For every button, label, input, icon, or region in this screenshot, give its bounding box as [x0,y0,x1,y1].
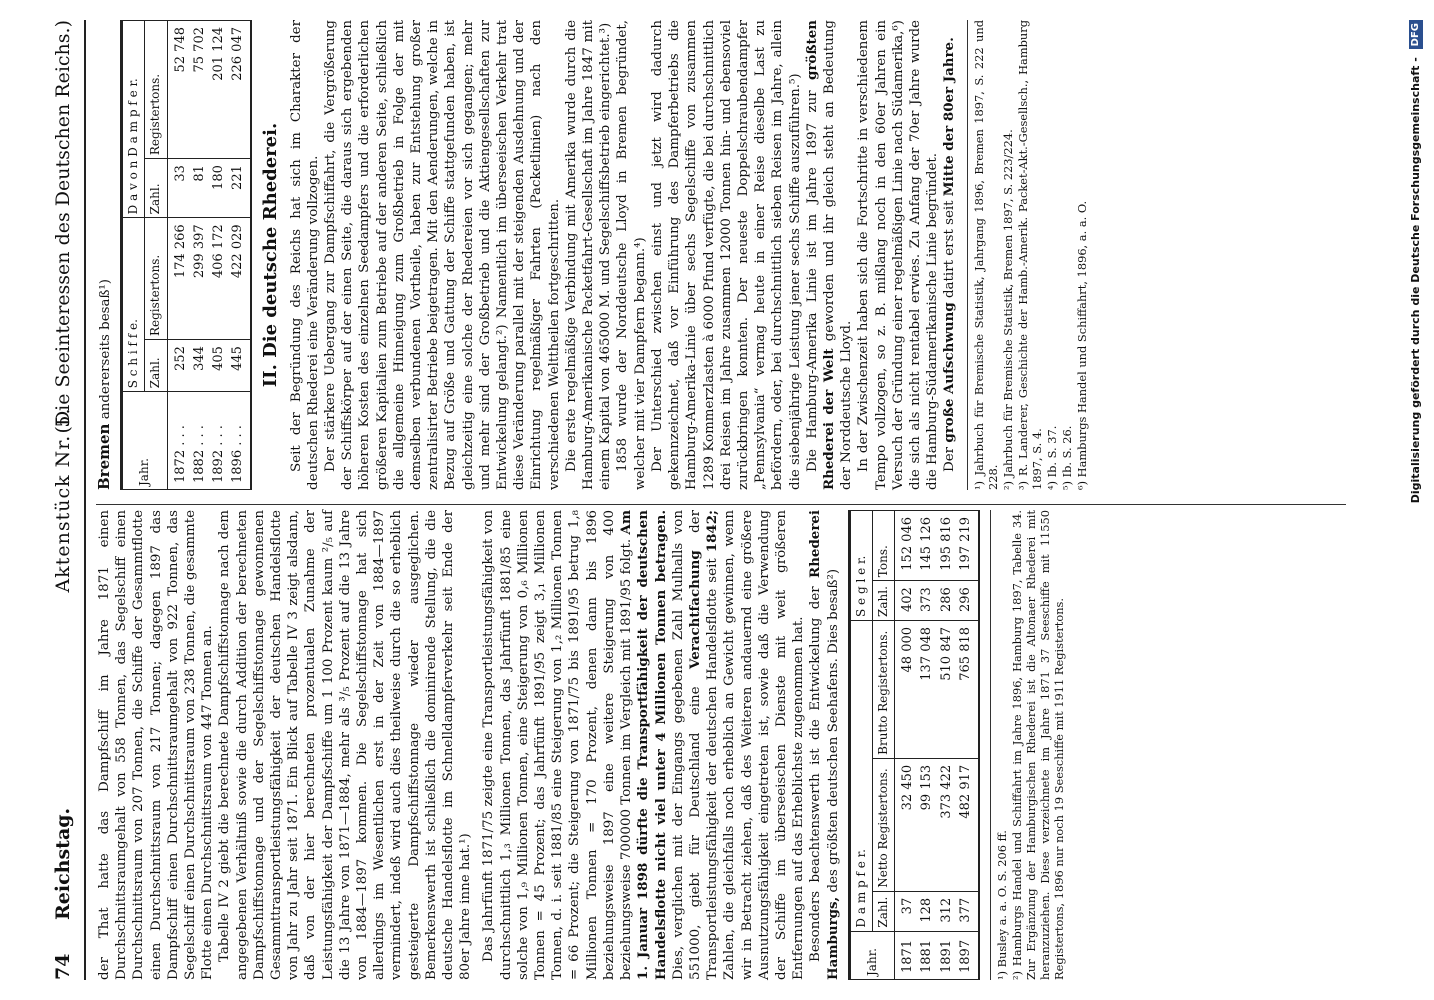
footnote: ³) R. Landerer, Geschichte der Hamb.-Amerik. Packet-Akt.-Gesellsch., Hamburg 1897, S. 4. [1015,20,1044,490]
table-row [917,511,936,980]
cell-year: 1891 [937,931,956,979]
footnote: ⁵) Ib. S. 26. [1059,425,1074,490]
emphasis-text: Verachtfachung [686,550,703,669]
text-run: Das Jahrfünft 1871/75 zeigte eine Transportleistungsfähigkeit von durchschnittlich 1,₃ Millionen Tonnen, das Jahrfünft 1881/85 eine solche von 1,₉ Millionen Tonnen, eine Steigerung von 0,₆ Millionen Tonnen = 45 Prozent; das Jahrfünft 1891/95 zeigt 3,₁ Millionen Tonnen, d. i. seit 1881/85 eine Steigerung von 1,₂ Millionen Tonnen = 66 Prozent; die Steigerung von 1871/75 bis 1891/95 betrug 1,₈ Millionen Tonnen = 170 Prozent, denen dann bis 1896 beziehungsweise 1897 eine weitere Steigerung von 400 beziehungsweise 700000 Tonnen im Vergleich mit 1891/95 folgt. [481,510,635,980]
paragraph [804,20,856,490]
cell: 373 422 [937,758,956,891]
text-run: Besonders beachtenswerth ist die Entwickelung der [808,586,824,962]
digitization-note [1404,20,1428,980]
table-row [167,21,190,490]
paragraph [941,20,958,490]
dfg-logo: DFG [1409,20,1423,49]
digitization-text: Digitalisierung gefördert durch die Deutsche Forschungsgemeinschaft - [1409,57,1422,504]
cell: 81 [190,159,209,218]
emphasis-text: Rhederei Hamburgs, [807,510,841,980]
header-rule [84,20,86,980]
table-row [956,511,979,980]
footnote: ⁴) Ib. S. 37. [1044,425,1059,490]
paragraph: Seit der Begründung des Reichs hat sich im Charakter der deutschen Rhederei eine Veränderung vollzogen. [288,20,321,490]
section-title: II. Die deutsche Rhederei. [260,122,282,388]
footnote: ¹) Busley a. a. O. S. 206 ff. [994,830,1009,980]
cell-year: 1897 [956,931,979,979]
col-header-count: Zahl. [145,159,167,218]
text-run: datirt erst seit [942,200,958,299]
text-run: andererseits besaß¹) [98,278,113,420]
paragraph: Tabelle IV 2 giebt die berechnete Dampfschiffstonnage nach dem angegebenen Verhältniß sowie die durch Addition der berechneten Dampfschiffstonnage und der Segelschiffstonnage gewonnenen Gesammttransportleistungsfähigkeit der deutschen Handelsflotte von Jahr zu Jahr seit 1871. Ein Blick auf Tabelle IV 3 zeigt alsdann, daß von der hier berechneten prozentualen Zunahme der Leistungsfähigkeit der Dampfschiffe um 1 100 Prozent kaum ²/₅ auf die 13 Jahre von 1871—1884, mehr als ³/₅ Prozent auf die 13 Jahre von 1884—1897 kommen. Die Segelschiffstonnage hat sich allerdings im Wesentlichen erst in der Zeit von 1884—1897 vermindert, indeß wird auch dies theilweise durch die so erheblich gesteigerte Dampfschiffstonnage wieder ausgeglichen. Bemerkenswerth ist schließlich die dominirende Stellung, die die deutsche Handelsflotte im Schnelldampferverkehr seit Ende der 80er Jahre inne hat.¹) [217,510,474,980]
cell: 405 [209,340,228,392]
cell: 226 047 [228,21,251,159]
cell-year: 1882 . . . [190,392,209,490]
text-run: Die Hamburg-Amerika Linie ist im Jahre 1897 zur [804,90,820,472]
cell-year: 1871 [895,931,918,979]
paragraph: Der stärkere Uebergang zur Dampfschiffahrt, die Vergrößerung der Schiffskörper auf der einen Seite, die daraus sich ergebenden höheren Kosten des einzelnen Seedampfers und die erforderlichen größeren Kapitalien zum Betriebe auf der anderen Seite, schließlich die allgemeine Hinneigung zum Großbetrieb in Folge der mit demselben verbundenen Vortheile, haben zur Entstehung großer zentralisirter Betriebe beigetragen. Mit den Aenderungen, welche in Bezug auf Größe und Gattung der Schiffe stattgefunden haben, ist gleichzeitig eine solche der Rhedereien vor sich gegangen; mehr und mehr sind der Großbetrieb und die Aktiengesellschaften zur Entwickelung gelangt.²) Namentlich im überseeischen Verkehr trat diese Veränderung parallel mit der steigenden Ausdehnung und der Einrichtung regelmäßiger Fahrten (Packetlinien) nach den verschiedenen Welttheilen fortgeschritten. [323,20,562,490]
footnote: ²) Hamburgs Handel und Schiffahrt im Jahre 1896, Hamburg 1897, Tabelle 34. Zur Ergänzung der Hamburgischen Rhederei ist die Altonaer Rhederei mit heranzuziehen. Diese verzeichnete im Jahre 1871 37 Seeschiffe mit 11550 Registertons, 1896 nur noch 19 Seeschiffe mit 1911 Registertons. [1009,510,1066,980]
col-header-reg: Registertons. [145,21,167,159]
cell: 52 748 [167,21,190,159]
cell: 344 [190,340,209,392]
text-run: geworden und ihr gleich steht an Bedeutung der Norddeutsche Lloyd. [821,20,855,490]
table-row [937,511,956,980]
col-header-year: Jahr. [849,931,894,979]
col-header-count: Zahl. [145,340,167,392]
cell: 48 000 [895,620,918,758]
column-right [96,20,1090,490]
group-header-steam: D a m p f e r. [849,620,872,931]
cell-year: 1892 . . . [209,392,228,490]
cell: 180 [209,159,228,218]
footnote: ²) Jahrbuch für Bremische Statistik, Bremen 1897, S. 223/224. [1000,129,1015,490]
col-header-year: Jahr. [122,392,167,490]
paragraph [480,510,807,980]
header-left: Reichstag. [52,807,74,920]
cell: 286 [937,581,956,621]
cell: 373 [917,581,936,621]
page-number: 74 [52,953,74,980]
cell: 445 [228,340,251,392]
footnotes-left [990,510,1066,980]
paragraph [807,510,841,980]
emphasis-text: Mitte der 80er Jahre. [941,37,958,197]
table-row [895,511,918,980]
col-header-reg: Registertons. [145,218,167,340]
cell-year: 1881 [917,931,936,979]
text-run: des größten deutschen Seehafens. Dies besaß²) [825,568,841,893]
cell: 195 816 [937,511,956,581]
col-header-tons: Tons. [872,511,894,581]
footnotes-right [967,20,1089,490]
paragraph: Der Unterschied zwischen einst und jetzt wird dadurch gekennzeichnet, daß vor Einführung des Dampferbetriebs die Hamburg-Amerika-Linie über sechs Segelschiffe von zusammen 1289 Kommerzlasten à 6000 Pfund verfügte, die bei durchschnittlich drei Reisen im Jahre zusammen 12000 Tonnen hin- und ebensoviel zurückbringen konnten. Der neueste Doppelschraubendampfer „Pennsylvania“ vermag heute in einer Reise dieselbe Last zu befördern, oder, bei durchschnittlich sieben Reisen im Jahre, allein die siebenjährige Leistung jener sechs Schiffe auszuführen.⁵) [649,20,803,490]
cell: 37 [895,891,918,931]
digitization-note-text [1404,20,1428,980]
paragraph: 1858 wurde der Norddeutsche Lloyd in Bremen begründet, welcher mit vier Dampfern begann.⁴) [615,20,648,490]
cell: 75 702 [190,21,209,159]
cell: 197 219 [956,511,979,581]
cell: 174 266 [167,218,190,340]
paragraph: In der Zwischenzeit haben sich die Fortschritte in verschiedenem Tempo vollzogen, so z. B. mißlang noch in den 60er Jahren ein Versuch der Gründung einer regelmäßigen Linie nach Südamerika,⁶) die sich als nicht rentabel erwies. Zu Anfang der 70er Jahre wurde die Hamburg-Südamerikanische Linie begründet. [856,20,941,490]
cell: 137 048 [917,620,936,758]
cell: 128 [917,891,936,931]
emphasis-text: Bremen [95,423,113,490]
cell: 145 126 [917,511,936,581]
cell: 299 397 [190,218,209,340]
cell: 312 [937,891,956,931]
column-left [96,510,1067,980]
table-row [190,21,209,490]
paragraph [96,20,114,490]
header-right: (Die Seeinteressen des Deutschen Reichs.) [52,20,74,434]
cell: 252 [167,340,190,392]
emphasis-text: größten Rhederei der Welt [803,20,837,490]
footnote: ¹) Jahrbuch für Bremische Statistik, Jahrgang 1896, Bremen 1897, S. 222 und 228. [971,20,1000,490]
group-header-sail: S e g l e r. [849,511,872,621]
column-divider [96,504,1346,505]
cell: 406 172 [209,218,228,340]
cell: 152 046 [895,511,918,581]
col-header-gross: Brutto Registertons. [872,620,894,758]
text-run: Zahlen, die gleichfalls noch erheblich an Gewicht gewinnen, wenn wir in Betracht ziehen, daß des Weiteren andauernd eine größere Ausnutzungsfähigkeit eingetreten ist, sowie daß die Verwendung der Schiffe im überseeischen Dienste mit weit größeren Entfernungen auf das Erheblichste zugenommen hat. [722,510,807,980]
cell: 33 [167,159,190,218]
col-header-count: Zahl. [872,891,894,931]
paragraph: der That hatte das Dampfschiff im Jahre 1871 einen Durchschnittsraumgehalt von 558 Tonnen, das Segelschiff einen Durchschnittsraum von 207 Tonnen, die Schiffe der Gesammtflotte einen Durchschnittsraum von 217 Tonnen; dagegen 1897 das Dampfschiff einen Durchschnittsraumgehalt von 922 Tonnen, das Segelschiff einen Durchschnittsraum von 238 Tonnen, die gesammte Flotte einen Durchschnittsraum von 447 Tonnen an. [97,510,216,980]
col-header-net: Netto Registertons. [872,758,894,891]
col-header-count: Zahl. [872,581,894,621]
cell: 296 [956,581,979,621]
page-header [48,20,84,980]
hamburg-fleet-table [848,510,980,980]
table-row [209,21,228,490]
cell: 32 450 [895,758,918,891]
text-run: der Transportleistungsfähigkeit der deutschen Handelsflotte seit [687,509,721,980]
cell: 402 [895,581,918,621]
emphasis-text: 1842; [704,510,721,553]
cell: 482 917 [956,758,979,891]
cell: 99 153 [917,758,936,891]
emphasis-text: große Aufschwung [941,302,958,443]
emphasis-text: Am 1. Januar 1898 dürfte die Transportfähigkeit der deutschen Handelsflotte nicht viel unter 4 Millionen Tonnen betragen. [618,510,669,980]
paragraph: Die erste regelmäßige Verbindung mit Amerika wurde durch die Hamburg-Amerikanische Packetfahrt-Gesellschaft im Jahre 1847 mit einem Kapital von 465000 M. und Segelschiffsbetrieb eingerichtet.³) [563,20,614,490]
cell: 377 [956,891,979,931]
cell: 765 818 [956,620,979,758]
cell-year: 1872 . . . [167,392,190,490]
text-run: Der [942,446,958,472]
group-header-ships: S c h i f f e. [122,218,145,392]
group-header-steam: D a v o n D a m p f e r. [122,21,145,218]
cell: 201 124 [209,21,228,159]
bremen-fleet-table [120,20,252,490]
header-center: Aktenstück Nr. 5. [52,407,74,593]
text-run: Dies, verglichen mit der Eingangs gegebenen Zahl Mulhalls von 551000, giebt für Deutschland eine [670,510,703,980]
cell-year: 1896 . . . [228,392,251,490]
footnote: ⁶) Hamburgs Handel und Schiffahrt, 1896, a. a. O. [1074,200,1089,490]
cell: 510 847 [937,620,956,758]
cell: 422 029 [228,218,251,340]
cell: 221 [228,159,251,218]
table-row [228,21,251,490]
